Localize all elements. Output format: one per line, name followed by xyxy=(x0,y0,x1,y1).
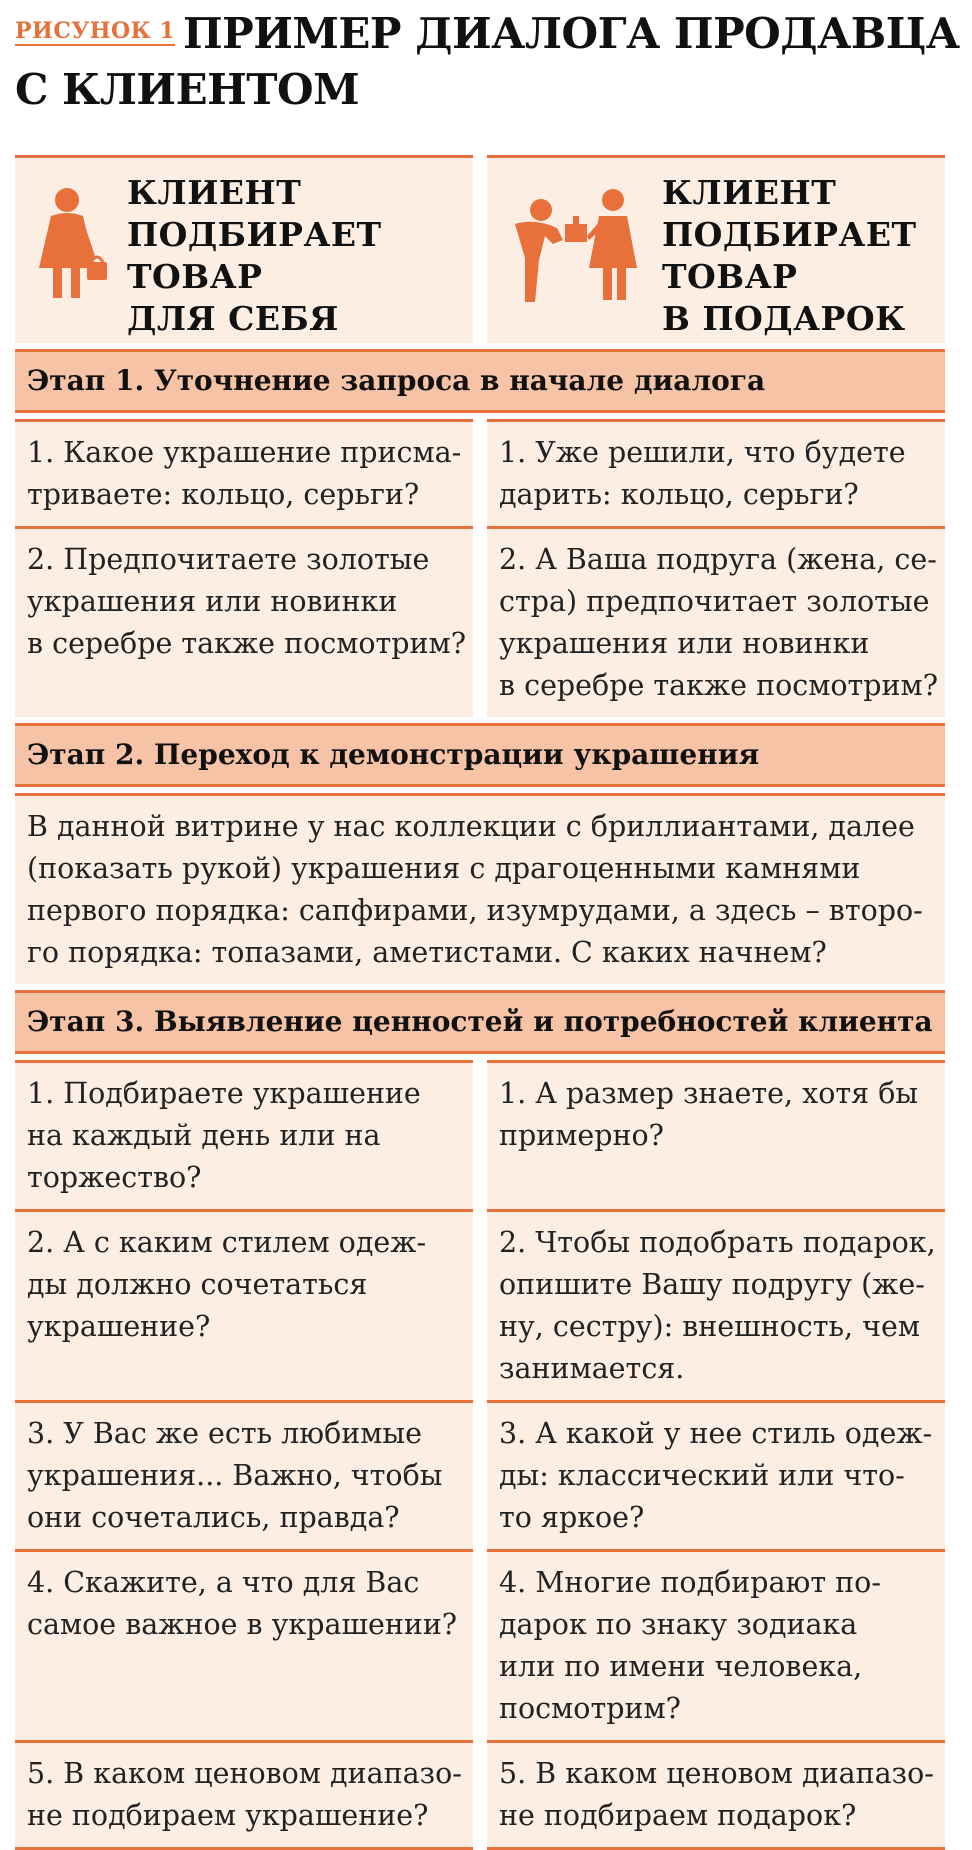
text-line: ды: классический или что- xyxy=(499,1459,905,1492)
text-line: го порядка: топазами, аметистами. С каких начнем? xyxy=(27,936,827,969)
stage-3-q3-gift xyxy=(487,1400,945,1549)
text-line: ды должно сочетаться xyxy=(27,1268,368,1301)
stage-3-q1-gift xyxy=(487,1060,945,1209)
table-row xyxy=(15,1400,945,1549)
stage-3-header: Этап 3. Выявление ценностей и потребностей клиента xyxy=(15,990,945,1054)
text-line: то яркое? xyxy=(499,1501,645,1534)
stage-1-q2-gift xyxy=(487,526,945,717)
stage-2-text xyxy=(15,793,945,984)
figure-title-line-1: ПРИМЕР ДИАЛОГА ПРОДАВЦА xyxy=(183,9,960,58)
table-row xyxy=(15,1060,945,1209)
text-line: В данной витрине у нас коллекции с бриллиантами, далее xyxy=(27,810,915,843)
text-line: дарок по знаку зодиака xyxy=(499,1608,858,1641)
text-line: или по имени человека, xyxy=(499,1650,863,1683)
text-line: 5. В каком ценовом диапазо- xyxy=(27,1757,462,1790)
table-row xyxy=(15,1549,945,1740)
stage-3-q1-self xyxy=(15,1060,473,1209)
text-line: 2. А Ваша подруга (жена, се- xyxy=(499,543,937,576)
table-row xyxy=(15,1740,945,1847)
table-row xyxy=(15,526,945,717)
gift-giving-icon xyxy=(505,186,645,306)
text-line: 2. Чтобы подобрать подарок, xyxy=(499,1226,936,1259)
text-line: примерно? xyxy=(499,1119,664,1152)
text-line: 1. Уже решили, что будете xyxy=(499,436,906,469)
text-line: 1. Какое украшение присма- xyxy=(27,436,462,469)
stage-3-q3-self xyxy=(15,1400,473,1549)
text-line: 4. Скажите, а что для Вас xyxy=(27,1566,420,1599)
stage-3-q4-gift xyxy=(487,1549,945,1740)
text-line: украшение? xyxy=(27,1310,211,1343)
text-line: не подбираем украшение? xyxy=(27,1799,429,1832)
stage-3-q5-gift xyxy=(487,1740,945,1847)
table-row xyxy=(15,419,945,526)
text-line: 1. А размер знаете, хотя бы xyxy=(499,1077,919,1110)
column-header-gift xyxy=(487,155,945,343)
stage-1-q1-self xyxy=(15,419,473,526)
stage-1-header: Этап 1. Уточнение запроса в начале диалога xyxy=(15,349,945,413)
text-line: 3. А какой у нее стиль одеж- xyxy=(499,1417,933,1450)
stage-2-header: Этап 2. Переход к демонстрации украшения xyxy=(15,723,945,787)
text-line: 5. В каком ценовом диапазо- xyxy=(499,1757,934,1790)
column-header-gift-text: КЛИЕНТ ПОДБИРАЕТ ТОВАР В ПОДАРОК xyxy=(662,173,917,338)
text-line: не подбираем подарок? xyxy=(499,1799,857,1832)
text-line: опишите Вашу подругу (же- xyxy=(499,1268,925,1301)
stage-3-q5-self xyxy=(15,1740,473,1847)
text-line: 4. Многие подбирают по- xyxy=(499,1566,881,1599)
text-line: ну, сестру): внешность, чем xyxy=(499,1310,921,1343)
text-line: 2. Предпочитаете золотые xyxy=(27,543,430,576)
stage-1-q1-gift xyxy=(487,419,945,526)
text-line: дарить: кольцо, серьги? xyxy=(499,478,859,511)
text-line: 1. Подбираете украшение xyxy=(27,1077,421,1110)
stage-1-q2-self xyxy=(15,526,473,717)
woman-with-handbag-icon xyxy=(33,186,113,306)
column-header-row xyxy=(15,155,945,343)
text-line: в серебре также посмотрим? xyxy=(499,669,938,702)
figure-title-line-2: С КЛИЕНТОМ xyxy=(15,65,360,114)
text-line: украшения или новинки xyxy=(27,585,398,618)
column-header-self xyxy=(15,155,473,343)
text-line: в серебре также посмотрим? xyxy=(27,627,466,660)
stage-3-q2-gift xyxy=(487,1209,945,1400)
text-line: они сочетались, правда? xyxy=(27,1501,400,1534)
stage-3-q4-self xyxy=(15,1549,473,1740)
dialogue-table xyxy=(15,155,945,1850)
text-line: занимается. xyxy=(499,1352,685,1385)
text-line: первого порядка: сапфирами, изумрудами, а здесь – второ- xyxy=(27,894,923,927)
figure-label: РИСУНОК 1 xyxy=(15,18,176,44)
text-line: на каждый день или на xyxy=(27,1119,381,1152)
column-header-self-text: КЛИЕНТ ПОДБИРАЕТ ТОВАР ДЛЯ СЕБЯ xyxy=(127,173,382,338)
text-line: стра) предпочитает золотые xyxy=(499,585,930,618)
text-line: украшения... Важно, чтобы xyxy=(27,1459,443,1492)
text-line: самое важное в украшении? xyxy=(27,1608,458,1641)
table-row xyxy=(15,793,945,984)
text-line: 2. А с каким стилем одеж- xyxy=(27,1226,427,1259)
text-line: торжество? xyxy=(27,1161,202,1194)
stage-3-q2-self xyxy=(15,1209,473,1400)
text-line: посмотрим? xyxy=(499,1692,681,1725)
table-row xyxy=(15,1209,945,1400)
text-line: триваете: кольцо, серьги? xyxy=(27,478,420,511)
text-line: 3. У Вас же есть любимые xyxy=(27,1417,422,1450)
text-line: (показать рукой) украшения с драгоценными камнями xyxy=(27,852,861,885)
text-line: украшения или новинки xyxy=(499,627,870,660)
